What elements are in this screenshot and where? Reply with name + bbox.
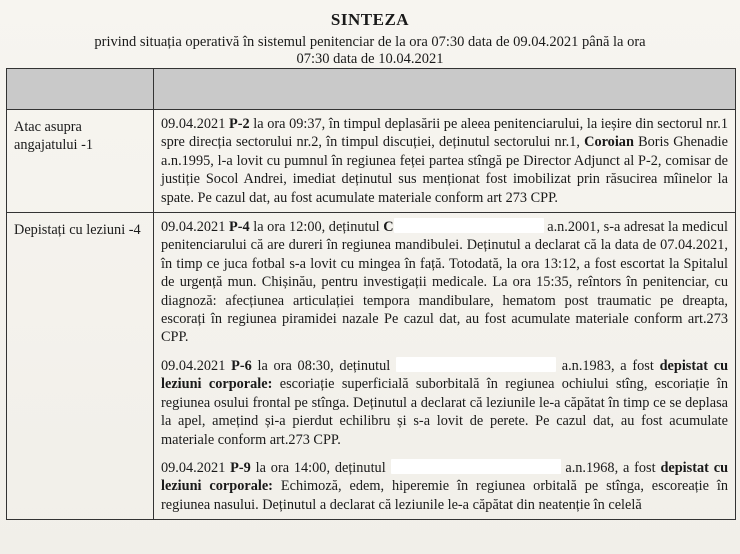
- header-cell-right: [154, 69, 736, 110]
- incident-entry: [161, 357, 728, 449]
- incident-entry: [161, 459, 728, 514]
- entry-text: la ora 08:30, deținutul: [257, 357, 391, 374]
- entry-date: 09.04.2021: [161, 459, 226, 476]
- redacted-name: [391, 459, 561, 474]
- entry-text: Echimoză, edem, hiperemie în regiunea orbitală pe stînga, escoreație în regiunea nasului. Deținutul a declarat că leziunile le-a căpătat din neatenție în celelă: [161, 478, 728, 513]
- entry-unit: P-6: [231, 357, 252, 374]
- entry-text: la ora 09:37, în timpul deplasării pe aleea penitenciarului, la ieșire din sectorul nr.1 spre direcția sectorului nr.2, în timpul discuției, deținutul sectorului nr.1,: [161, 116, 729, 151]
- table-row: [7, 213, 736, 520]
- entry-text: la ora 14:00, deținutul: [255, 459, 386, 476]
- entry-highlight: depistat cu leziuni corporale:: [161, 357, 729, 393]
- subtitle-line-1: privind situația operativă în sistemul penitenciar de la ora 07:30 data de 09.04.2021 până la ora: [94, 34, 646, 50]
- entry-initial: C: [383, 219, 394, 236]
- entry-text: a.n.2001, s-a adresat la medicul penitenciarului că are dureri în regiunea mandibulei. Deținutul a declarat că la data de 07.04.2021, în timp ce juca fotbal s-a lovit cu mingea în față. Totodată, la ora 13:12, a fost escortat la Spitalul de urgență mun. Chișinău, pentru investigații medicale. La ora 15:35, reîntors în penitenciar, cu diagnoză: afecțiunea articulației tempora mandibulare, hematom post traumatic pe dreapta, escorați în regiunea piramidei nazale Pe cazul dat, au fost acumulate materiale conform art.273 CPP.: [161, 219, 729, 346]
- entry-text: a.n.1983, a fost: [561, 357, 654, 374]
- entry-text: a.n.1968, a fost: [565, 459, 656, 476]
- subtitle-line-2: 07:30 data de 10.04.2021: [296, 51, 444, 67]
- entry-cell: [154, 213, 736, 520]
- document-subtitle: [60, 34, 680, 68]
- entry-date: 09.04.2021: [161, 116, 226, 132]
- entry-unit: P-2: [228, 116, 250, 132]
- entry-person: Coroian: [584, 134, 634, 151]
- document-title: SINTEZA: [330, 10, 410, 29]
- incident-entry: [161, 115, 728, 207]
- entry-date: 09.04.2021: [161, 219, 226, 236]
- entry-text: la ora 12:00, deținutul: [253, 219, 380, 236]
- category-cell: Atac asupra angajatului -1: [7, 110, 154, 213]
- table-row: [7, 110, 736, 213]
- entry-text: escoriație superficială suborbitală în regiunea ochiului stîng, escoriație în regiunea osului frontal pe stînga. Deținutul a declarat că leziunile le-a căpătat în timp ce se deplasa la apel, amețind și-a pierdut echilibru și s-a lovit de perete. Pe cazul dat, au fost acumulate materiale conform art.273 CPP.: [161, 376, 728, 448]
- entry-highlight: depistat cu leziuni corporale:: [161, 459, 729, 495]
- incident-entry: [161, 218, 728, 347]
- category-cell: Depistați cu leziuni -4: [7, 213, 154, 520]
- entry-date: 09.04.2021: [161, 357, 226, 374]
- redacted-name: [394, 218, 544, 233]
- entry-unit: P-4: [228, 219, 250, 236]
- header-cell-left: [7, 69, 154, 110]
- entry-cell: [154, 110, 736, 213]
- redacted-name: [396, 357, 556, 372]
- report-table: [6, 68, 736, 520]
- table-header-row: [7, 69, 736, 110]
- entry-unit: P-9: [230, 459, 251, 476]
- entry-text: Boris Ghenadie a.n.1995, l-a lovit cu pumnul în regiunea feței partea stîngă pe Director Adjunct al P-2, comisar de justiție Socol Andrei, imediat deținutul sus menționat fost imobilizat prin răsucirea mîinelor la spate. Pe cazul dat, au fost acumulate materiale conform art 273 CPP.: [161, 134, 728, 206]
